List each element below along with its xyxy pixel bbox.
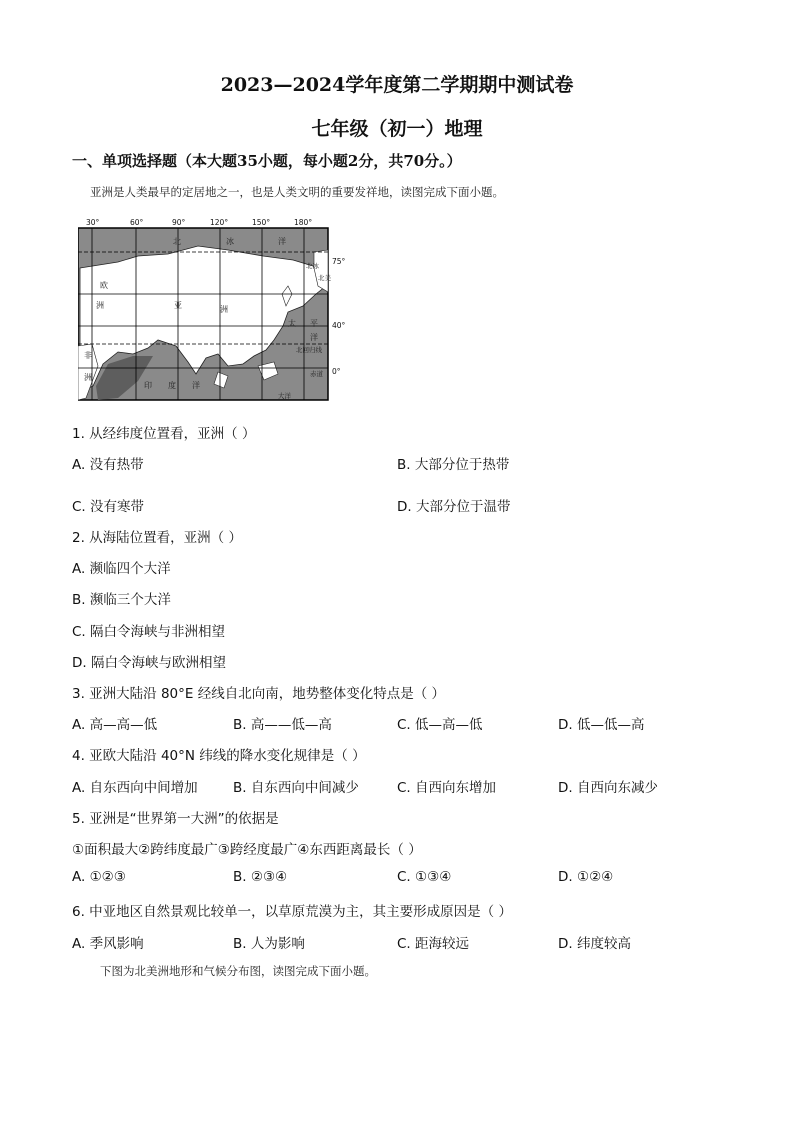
map-label: 洋: [192, 381, 200, 390]
map-label: 太: [288, 319, 296, 328]
answer-option[interactable]: A. 季风影响: [72, 936, 144, 952]
map-label: 非: [84, 351, 92, 360]
map-label: 北美: [318, 274, 331, 282]
map-label: 欧: [100, 281, 108, 290]
lat-label: 0°: [332, 367, 341, 376]
answer-option[interactable]: A. 没有热带: [72, 457, 144, 473]
question-stem-continued: ①面积最大②跨纬度最广③跨经度最广④东西距离最长（ ）: [72, 842, 422, 858]
answer-option[interactable]: D. 隔白令海峡与欧洲相望: [72, 655, 226, 671]
reading-intro: 亚洲是人类最早的定居地之一，也是人类文明的重要发祥地，读图完成下面小题。: [90, 185, 504, 199]
map-label: 大洋: [278, 392, 291, 400]
answer-option[interactable]: C. 没有寒带: [72, 499, 145, 515]
lon-label: 90°: [172, 218, 186, 227]
answer-option[interactable]: A. 自东西向中间增加: [72, 780, 198, 796]
map-label: 度: [168, 381, 176, 390]
map-label: 北: [173, 237, 181, 246]
answer-option[interactable]: D. 纬度较高: [558, 936, 631, 952]
map-label: 洲: [96, 301, 104, 310]
answer-option[interactable]: C. 隔白令海峡与非洲相望: [72, 624, 226, 640]
exam-title: 2023—2024学年度第二学期期中测试卷: [220, 74, 574, 96]
answer-option[interactable]: C. 低—高—低: [397, 717, 483, 733]
question-stem: 1. 从经纬度位置看，亚洲（ ）: [72, 426, 256, 442]
exam-subtitle: 七年级（初一）地理: [311, 118, 483, 140]
map-label: 洲: [220, 305, 228, 314]
lon-label: 150°: [252, 218, 271, 227]
map-label: 北回归线: [296, 346, 322, 354]
answer-option[interactable]: C. ①③④: [397, 869, 452, 885]
asia-map: [78, 216, 360, 404]
answer-option[interactable]: B. 自东西向中间减少: [233, 780, 359, 796]
answer-option[interactable]: B. ②③④: [233, 869, 288, 885]
question-stem: 4. 亚欧大陆沿 40°N 纬线的降水变化规律是（ ）: [72, 748, 366, 764]
lon-label: 30°: [86, 218, 100, 227]
answer-option[interactable]: C. 自西向东增加: [397, 780, 497, 796]
answer-option[interactable]: A. 濒临四个大洋: [72, 561, 171, 577]
question-stem: 5. 亚洲是“世界第一大洲”的依据是: [72, 811, 279, 827]
map-label: 冰: [226, 237, 234, 246]
map-label: 印: [144, 381, 152, 390]
question-stem: 2. 从海陆位置看，亚洲（ ）: [72, 530, 242, 546]
map-label: 洋: [278, 237, 286, 246]
map-label: 北冰: [306, 262, 319, 270]
map-label: 亚: [174, 301, 182, 310]
answer-option[interactable]: B. 大部分位于热带: [397, 457, 510, 473]
lon-label: 60°: [130, 218, 144, 227]
answer-option[interactable]: C. 距海较远: [397, 936, 470, 952]
lon-label: 120°: [210, 218, 229, 227]
answer-option[interactable]: D. 低—低—高: [558, 717, 645, 733]
answer-option[interactable]: D. ①②④: [558, 869, 614, 885]
lat-label: 75°: [332, 257, 346, 266]
question-stem: 3. 亚洲大陆沿 80°E 经线自北向南，地势整体变化特点是（ ）: [72, 686, 446, 702]
section-heading: 一、单项选择题（本大题35小题，每小题2分，共70分。）: [72, 152, 462, 170]
answer-option[interactable]: D. 自西向东减少: [558, 780, 658, 796]
map-label: 洋: [310, 333, 318, 342]
answer-option[interactable]: A. ①②③: [72, 869, 126, 885]
answer-option[interactable]: A. 高—高—低: [72, 717, 158, 733]
question-stem: 6. 中亚地区自然景观比较单一，以草原荒漠为主，其主要形成原因是（ ）: [72, 904, 512, 920]
map-label: 洲: [84, 373, 92, 382]
lon-label: 180°: [294, 218, 313, 227]
lat-label: 40°: [332, 321, 346, 330]
answer-option[interactable]: D. 大部分位于温带: [397, 499, 511, 515]
reading-intro: 下图为北美洲地形和气候分布图，读图完成下面小题。: [100, 964, 376, 978]
map-label: 赤道: [310, 370, 323, 378]
answer-option[interactable]: B. 高——低—高: [233, 717, 332, 733]
answer-option[interactable]: B. 人为影响: [233, 936, 305, 952]
answer-option[interactable]: B. 濒临三个大洋: [72, 592, 171, 608]
map-label: 平: [310, 319, 318, 328]
